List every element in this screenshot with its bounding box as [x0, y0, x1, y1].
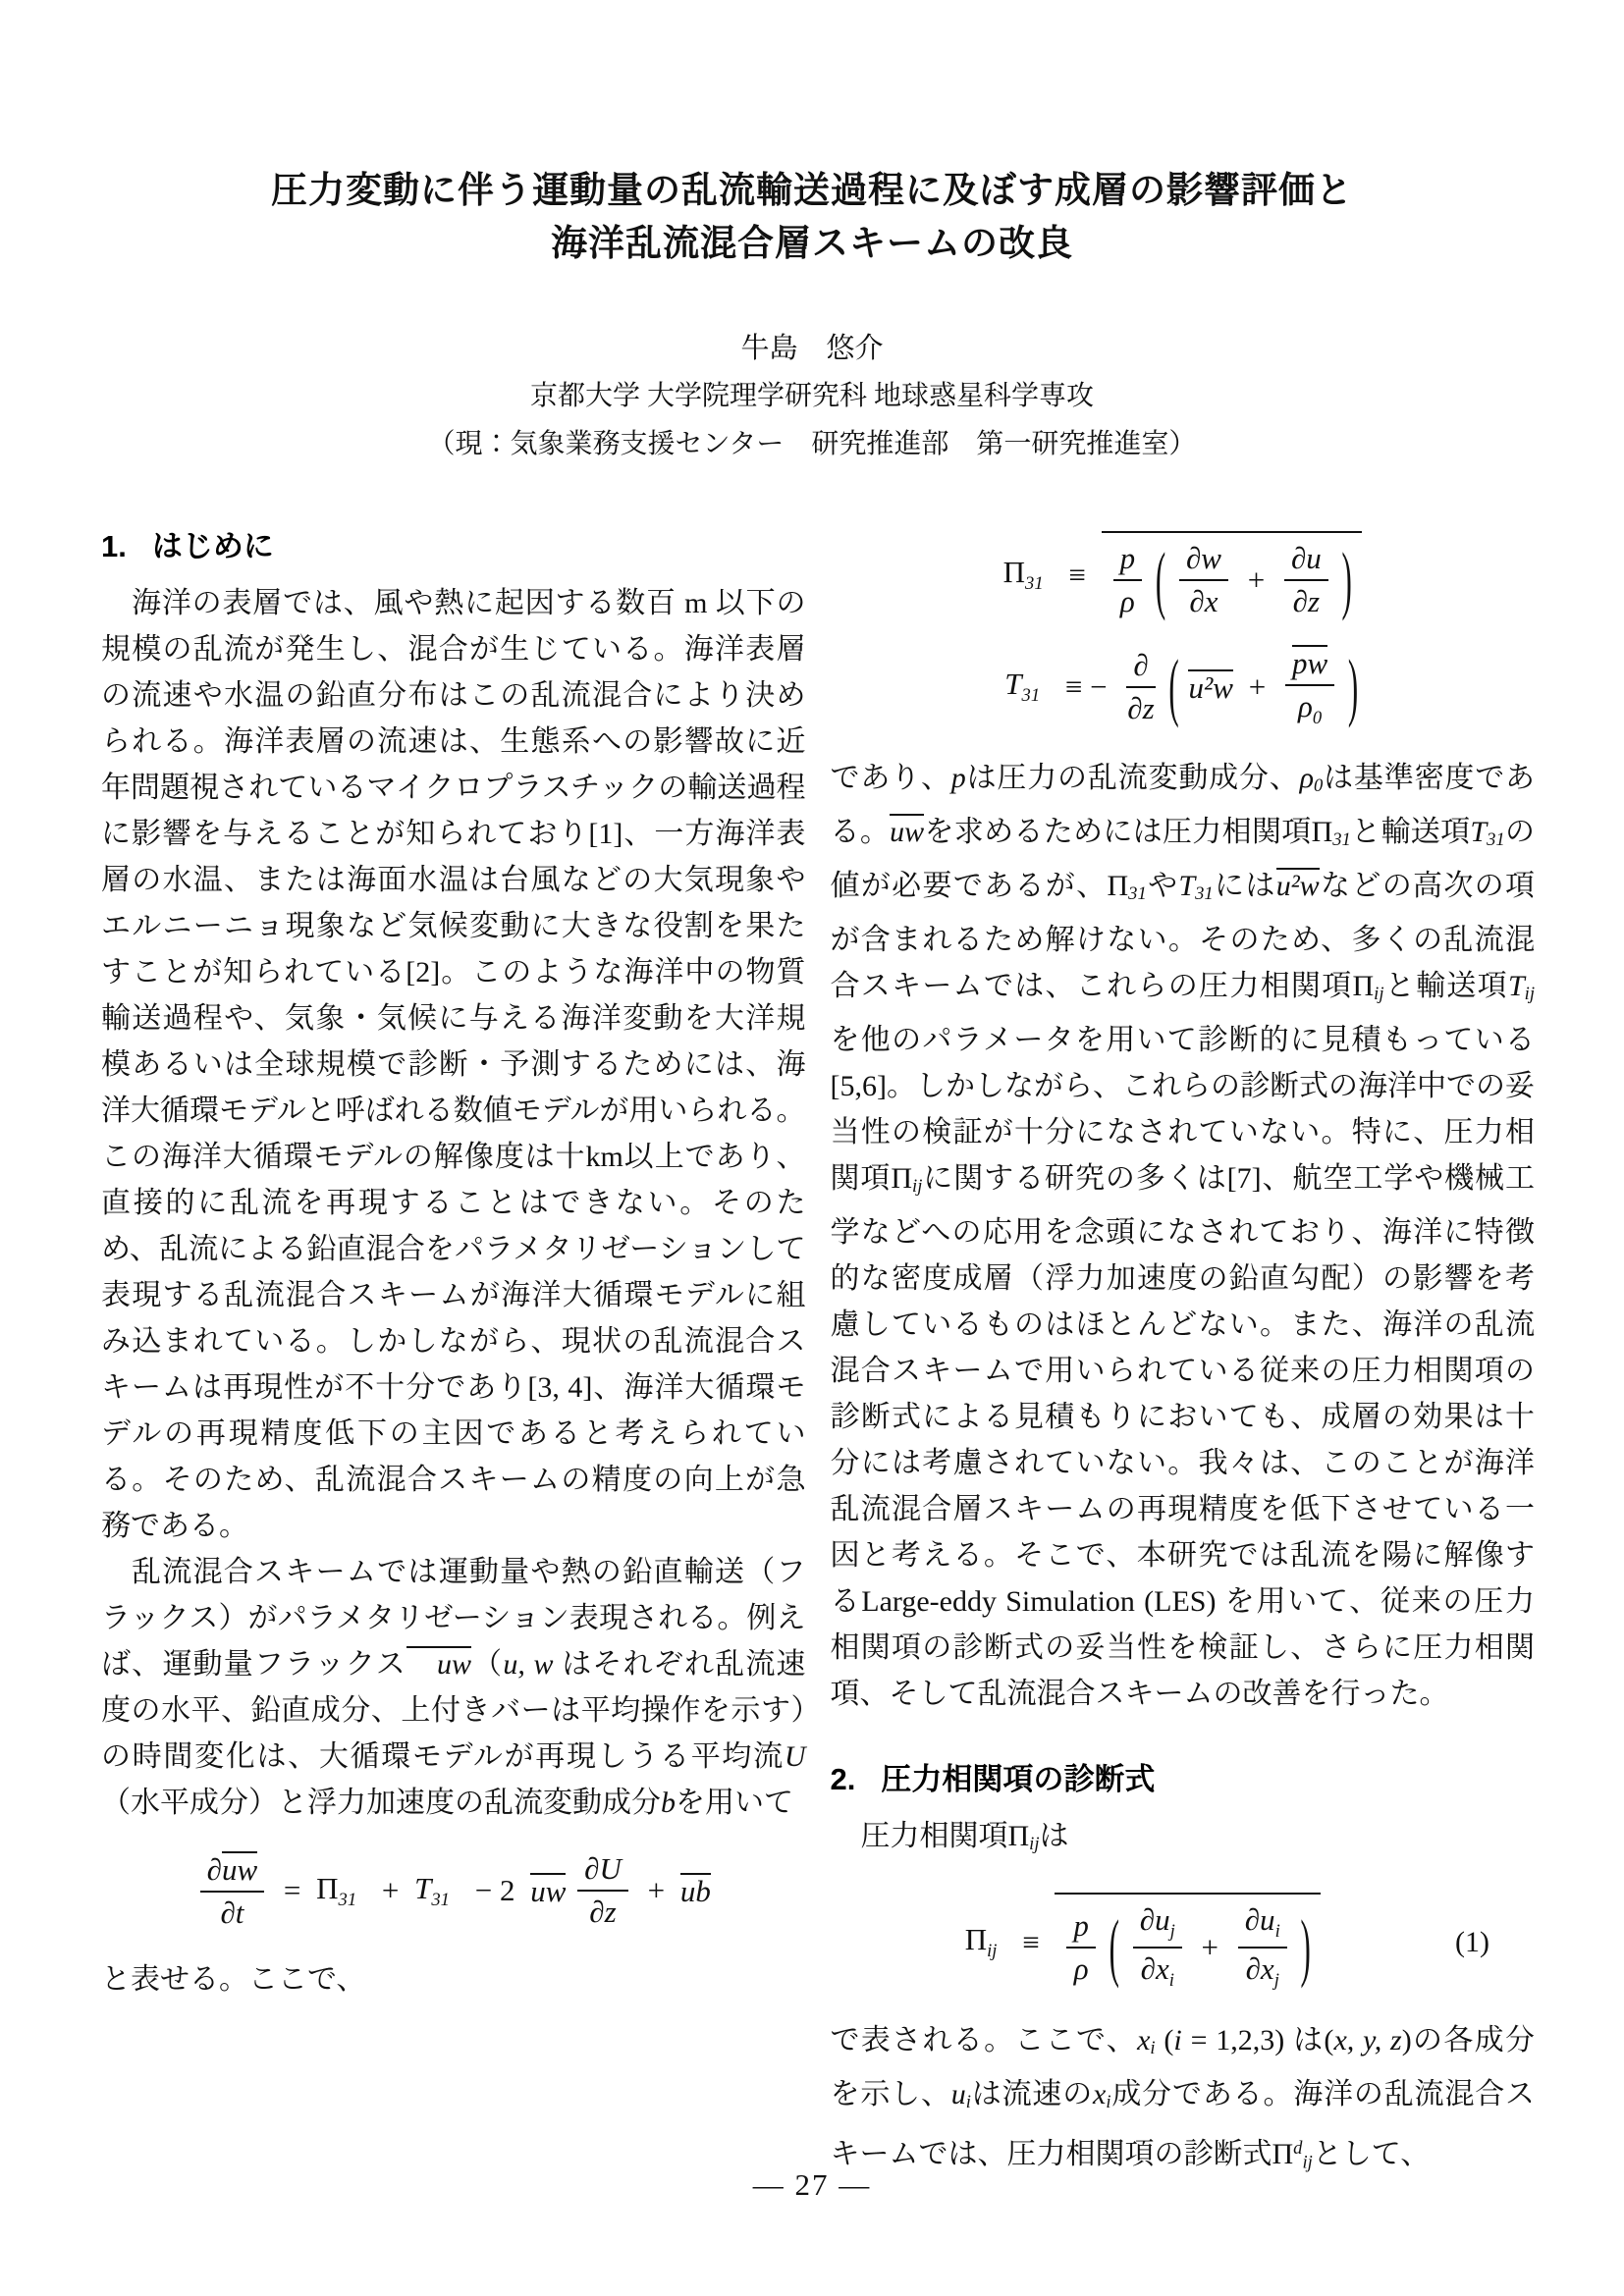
- author-name: 牛島 悠介: [740, 332, 884, 364]
- eq-term: $\frac{\partial u_j}{\partial x_i}$: [1133, 1902, 1182, 1991]
- paragraph-momentum-follow: と表せる。ここで、: [101, 1962, 366, 1996]
- eq-term: $\frac{p}{\rho}$: [1113, 541, 1143, 619]
- eq-paren: (: [1168, 642, 1179, 729]
- right-column: [831, 527, 1536, 2185]
- equation-pi31: [831, 531, 1536, 622]
- page-number: — 27 —: [752, 2167, 872, 2202]
- eq-term: ≡: [1068, 557, 1086, 592]
- paper-title: [0, 25, 1624, 270]
- eq-term: +: [1201, 1929, 1218, 1964]
- affiliation-line-1: 京都大学 大学院理学研究科 地球惑星科学専攻: [529, 380, 1094, 411]
- eq-paren: ): [1347, 642, 1359, 729]
- eq-term: $\Pi_{31}$: [1002, 555, 1044, 595]
- eq-term: $\Pi_{ij}$: [964, 1922, 998, 1962]
- title-line-2: 海洋乱流混合層スキームの改良: [551, 222, 1073, 263]
- eq-term: $\frac{\partial u_i}{\partial x_j}$: [1238, 1902, 1287, 1991]
- affiliation-line-2: （現：気象業務支援センター 研究推進部 第一研究推進室）: [427, 428, 1197, 459]
- left-column: [101, 527, 806, 2185]
- section-2-heading: [831, 1760, 1536, 1799]
- eq-term: $\frac{p}{\rho}$: [1066, 1908, 1096, 1987]
- eq-term: ub: [679, 1873, 711, 1908]
- eq-term: +: [1248, 668, 1267, 704]
- eq-term: $\frac{\partial U}{\partial z}$: [577, 1851, 628, 1930]
- equation-pressure-correlation: [831, 1893, 1536, 1991]
- eq-overlined-expression: [1055, 1893, 1320, 1991]
- paragraph-pressure-follow: で表される。ここで、xi (i = 1,2,3) は(x, y, z)の各成分を示し、uiは流速のxi成分である。海洋の乱流混合スキームでは、圧力相関項の診断式$\Pi^dij$として、: [830, 2023, 1536, 2173]
- equation-momentum: [101, 1851, 806, 1931]
- eq-term: +: [381, 1873, 400, 1908]
- paragraph-diagnosis: であり、pは圧力の乱流変動成分、ρ0は基準密度である。uwを求めるためには圧力相関項Π31と輸送項T31の値が必要であるが、Π31やT31にはu²wなどの高次の項が含まれるため解けない。そのため、多くの乱流混合スキームでは、これらの圧力相関項Πijと輸送項Tijを他のパラメータを用いて診断的に見積もっている[5,6]。しかしながら、これらの診断式の海洋中での妥当性の検証が十分になされていない。特に、圧力相関項Πijに関する研究の多くは[7]、航空工学や機械工学などへの応用を念頭になされており、海洋に特徴的な密度成層（浮力加速度の鉛直勾配）の影響を考慮しているものはほとんどない。また、海洋の乱流混合スキームで用いられている従来の圧力相関項の診断式による見積もりにおいても、成層の効果は十分には考慮されていない。我々は、このことが海洋乱流混合層スキームの再現精度を低下させている一因と考える。そこで、本研究では乱流を陽に解像するLarge-eddy Simulation (LES) を用いて、従来の圧力相関項の診断式の妥当性を検証し、さらに圧力相関項、そして乱流混合スキームの改善を行った。: [830, 761, 1536, 1711]
- section-heading-number: 2.: [830, 1762, 856, 1797]
- eq-overlined-expression: [1102, 531, 1362, 622]
- eq-term: $\frac{\partial}{\partial z}$: [1127, 647, 1155, 725]
- page-header: [0, 25, 1624, 462]
- eq-term: =: [283, 1873, 301, 1908]
- title-line-1: 圧力変動に伴う運動量の乱流輸送過程に及ぼす成層の影響評価と: [271, 169, 1353, 210]
- eq-term: $\frac{\partial w}{\partial x}$: [1179, 541, 1228, 619]
- eq-term: +: [647, 1873, 666, 1908]
- section-heading-text: はじめに: [151, 528, 274, 563]
- section-heading-text: 圧力相関項の診断式: [881, 1762, 1156, 1797]
- eq-term: uw: [530, 1873, 567, 1908]
- eq-main: [831, 1893, 1456, 1991]
- eq-paren: ): [1300, 1902, 1311, 1990]
- paragraph-pressure-intro: 圧力相関項Πijは: [860, 1820, 1069, 1855]
- eq-term: +: [1247, 561, 1266, 597]
- section-1-heading: [101, 527, 806, 566]
- equation-number: (1): [1455, 1925, 1489, 1958]
- eq-paren: ): [1341, 535, 1352, 622]
- eq-term: $T_{31}$: [1004, 667, 1041, 707]
- eq-term: − 2: [474, 1873, 515, 1908]
- eq-paren: (: [1155, 535, 1166, 622]
- equation-t31: [831, 642, 1536, 729]
- eq-term: $\frac{pw}{\rho_0}$: [1285, 645, 1334, 729]
- eq-term: $T_{31}$: [414, 1870, 450, 1910]
- eq-term: u²w: [1188, 669, 1233, 705]
- eq-term: $\Pi_{31}$: [316, 1870, 357, 1910]
- paragraph-flux: 乱流混合スキームでは運動量や熱の鉛直輸送（フラックス）がパラメタリゼーション表現される。例えば、運動量フラックス uw（u, w はそれぞれ乱流速度の水平、鉛直成分、上付きバーは平均操作を示す）の時間変化は、大循環モデルが再現しうる平均流U（水平成分）と浮力加速度の乱流変動成分bを用いて: [101, 1555, 806, 1819]
- eq-term: ≡ −: [1064, 668, 1108, 704]
- section-heading-number: 1.: [101, 528, 127, 563]
- content-columns: [0, 527, 1624, 2185]
- eq-term: $\frac{\partial uw}{\partial t}$: [200, 1851, 265, 1931]
- eq-term: ≡: [1022, 1924, 1040, 1959]
- eq-term: $\frac{\partial u}{\partial z}$: [1284, 541, 1328, 619]
- paragraph-intro: 海洋の表層では、風や熱に起因する数百 m 以下の規模の乱流が発生し、混合が生じている。海洋表層の流速や水温の鉛直分布はこの乱流混合により決められる。海洋表層の流速は、生態系への影響故に近年問題視されているマイクロプラスチックの輸送過程に影響を与えることが知られており[1]、一方海洋表層の水温、または海面水温は台風などの大気現象やエルニーニョ現象など気候変動に大きな役割を果たすことが知られている[2]。このような海洋中の物質輸送過程や、気象・気候に与える海洋変動を大洋規模あるいは全球規模で診断・予測するためには、海洋大循環モデルと呼ばれる数値モデルが用いられる。この海洋大循環モデルの解像度は十km以上であり、直接的に乱流を再現することはできない。そのため、乱流による鉛直混合をパラメタリゼーションして表現する乱流混合スキームが海洋大循環モデルに組み込まれている。しかしながら、現状の乱流混合スキームは再現性が不十分であり[3, 4]、海洋大循環モデルの再現精度低下の主因であると考えられている。そのため、乱流混合スキームの精度の向上が急務である。: [101, 586, 806, 1542]
- eq-paren: (: [1109, 1902, 1119, 1990]
